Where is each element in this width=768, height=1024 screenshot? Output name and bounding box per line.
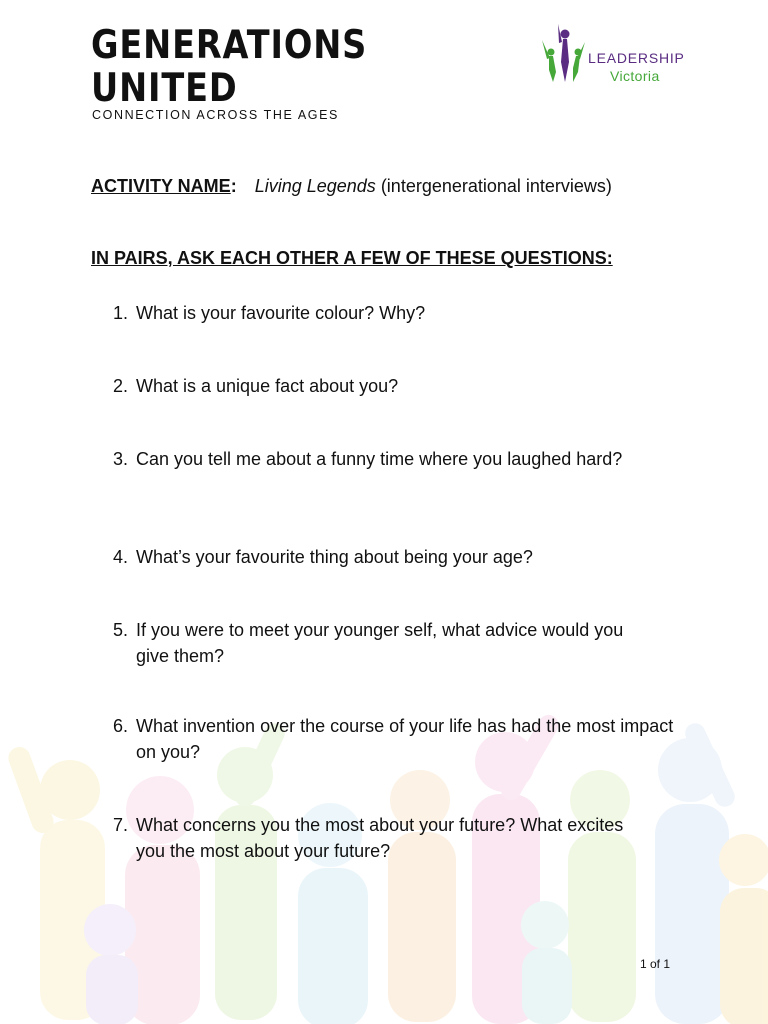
question-text: What’s your favourite thing about being your age? — [136, 547, 533, 567]
page-number: 1 of 1 — [640, 957, 671, 971]
people-figures-icon — [538, 22, 586, 88]
question-number: 6. — [113, 716, 129, 736]
question-item — [113, 300, 693, 326]
question-number: 2. — [113, 376, 129, 396]
activity-line — [91, 176, 612, 197]
question-item — [113, 373, 693, 399]
activity-description: (intergenerational interviews) — [380, 176, 612, 196]
leadership-victoria-logo — [538, 22, 698, 88]
activity-colon: : — [230, 176, 237, 196]
question-item — [113, 713, 695, 765]
question-number: 7. — [113, 815, 129, 835]
logo-word-victoria: Victoria — [610, 68, 660, 84]
question-number: 3. — [113, 449, 129, 469]
activity-name: Living Legends — [254, 176, 376, 196]
question-number: 5. — [113, 620, 129, 640]
instructions-heading: IN PAIRS, ASK EACH OTHER A FEW OF THESE QUESTIONS: — [91, 248, 613, 268]
brand-title-line1: GENERATIONS — [91, 23, 368, 68]
brand-title-line2: UNITED — [91, 66, 238, 111]
question-text: If you were to meet your younger self, what advice would you give them? — [136, 620, 624, 666]
question-item — [113, 544, 693, 570]
question-text: What invention over the course of your life has had the most impact on you? — [136, 716, 674, 762]
question-item — [113, 617, 658, 669]
question-number: 4. — [113, 547, 129, 567]
question-number: 1. — [113, 303, 129, 323]
activity-label: ACTIVITY NAME — [91, 176, 231, 196]
brand-title — [91, 23, 368, 111]
logo-word-leadership: LEADERSHIP — [588, 50, 685, 66]
question-item — [113, 446, 648, 472]
question-text: What concerns you the most about your future? What excites you the most about your future? — [136, 815, 624, 861]
question-text: What is your favourite colour? Why? — [136, 303, 426, 323]
question-text: Can you tell me about a funny time where you laughed hard? — [136, 449, 623, 469]
brand-tagline: CONNECTION ACROSS THE AGES — [92, 108, 339, 122]
question-text: What is a unique fact about you? — [136, 376, 399, 396]
question-item — [113, 812, 638, 864]
